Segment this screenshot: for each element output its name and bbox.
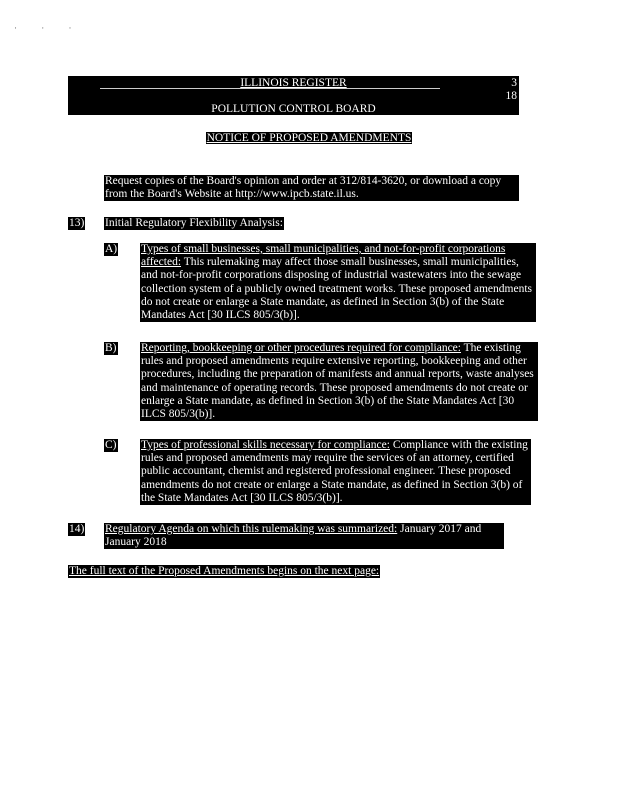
item-a-heading: Types of small businesses, small municipalities, and not-for-profit corporations affected:	[141, 243, 506, 269]
section-13-title: Initial Regulatory Flexibility Analysis:	[105, 217, 283, 229]
page-number-line1: 3	[511, 77, 517, 89]
notice-title-wrap	[0, 131, 618, 145]
item-b-text	[140, 342, 538, 421]
item-b-heading: Reporting, bookkeeping or other procedures required for compliance:	[141, 342, 461, 354]
item-b-label: B)	[105, 342, 117, 354]
section-14-heading: Regulatory Agenda on which this rulemaking was summarized:	[105, 523, 398, 535]
scan-specks: · · ·	[14, 23, 83, 33]
item-c-text	[140, 439, 531, 505]
footer-next-page-text: The full text of the Proposed Amendments begins on the next page:	[69, 565, 380, 577]
item-c-body: Compliance with the existing rules and proposed amendments may require the services of an attorney, certified public accountant, chemist and registered professional engineer. These proposed amendments do not create or enlarge a State mandate, as defined in Section 3(b) of the State Mandates Act [30 ILCS 805/3(b)].	[141, 439, 528, 504]
section-13-number: 13)	[69, 217, 85, 229]
item-a-body: This rulemaking may affect those small businesses, small municipalities, and not-for-profit corporations disposing of industrial wastewaters into the sewage collection system of a publicly owned treatment works. These proposed amendments do not create or enlarge a State mandate, as defined in Section 3(b) of the State Mandates Act [30 ILCS 805/3(b)].	[141, 256, 533, 322]
item-a-label: A)	[105, 243, 118, 255]
section-14-number: 14)	[69, 523, 85, 535]
item-a-text	[140, 243, 536, 322]
register-title: ILLINOIS REGISTER	[240, 77, 347, 89]
board-name: POLLUTION CONTROL BOARD	[211, 103, 376, 115]
item-b-body: The existing rules and proposed amendments require extensive reporting, bookkeeping and other procedures, including the preparation of manifests and annual reports, waste analyses and maintenance of operating records. These proposed amendments do not create or enlarge a State mandate, as defined in Section 3(b) of the State Mandates Act [30 ILCS 805/3(b)].	[141, 342, 534, 421]
page-number-line2: 18	[505, 90, 517, 102]
item-c-label: C)	[105, 439, 117, 451]
page-header	[68, 76, 519, 115]
section-14-body: January 2017 and January 2018	[105, 523, 482, 549]
item-c-heading: Types of professional skills necessary for compliance:	[141, 439, 390, 451]
notice-title: NOTICE OF PROPOSED AMENDMENTS	[206, 132, 412, 144]
request-copies-text: Request copies of the Board's opinion and order at 312/814-3620, or download a copy from the Board's Website at http://www.ipcb.state.il.us.	[104, 175, 519, 201]
section-14-text	[104, 523, 504, 549]
